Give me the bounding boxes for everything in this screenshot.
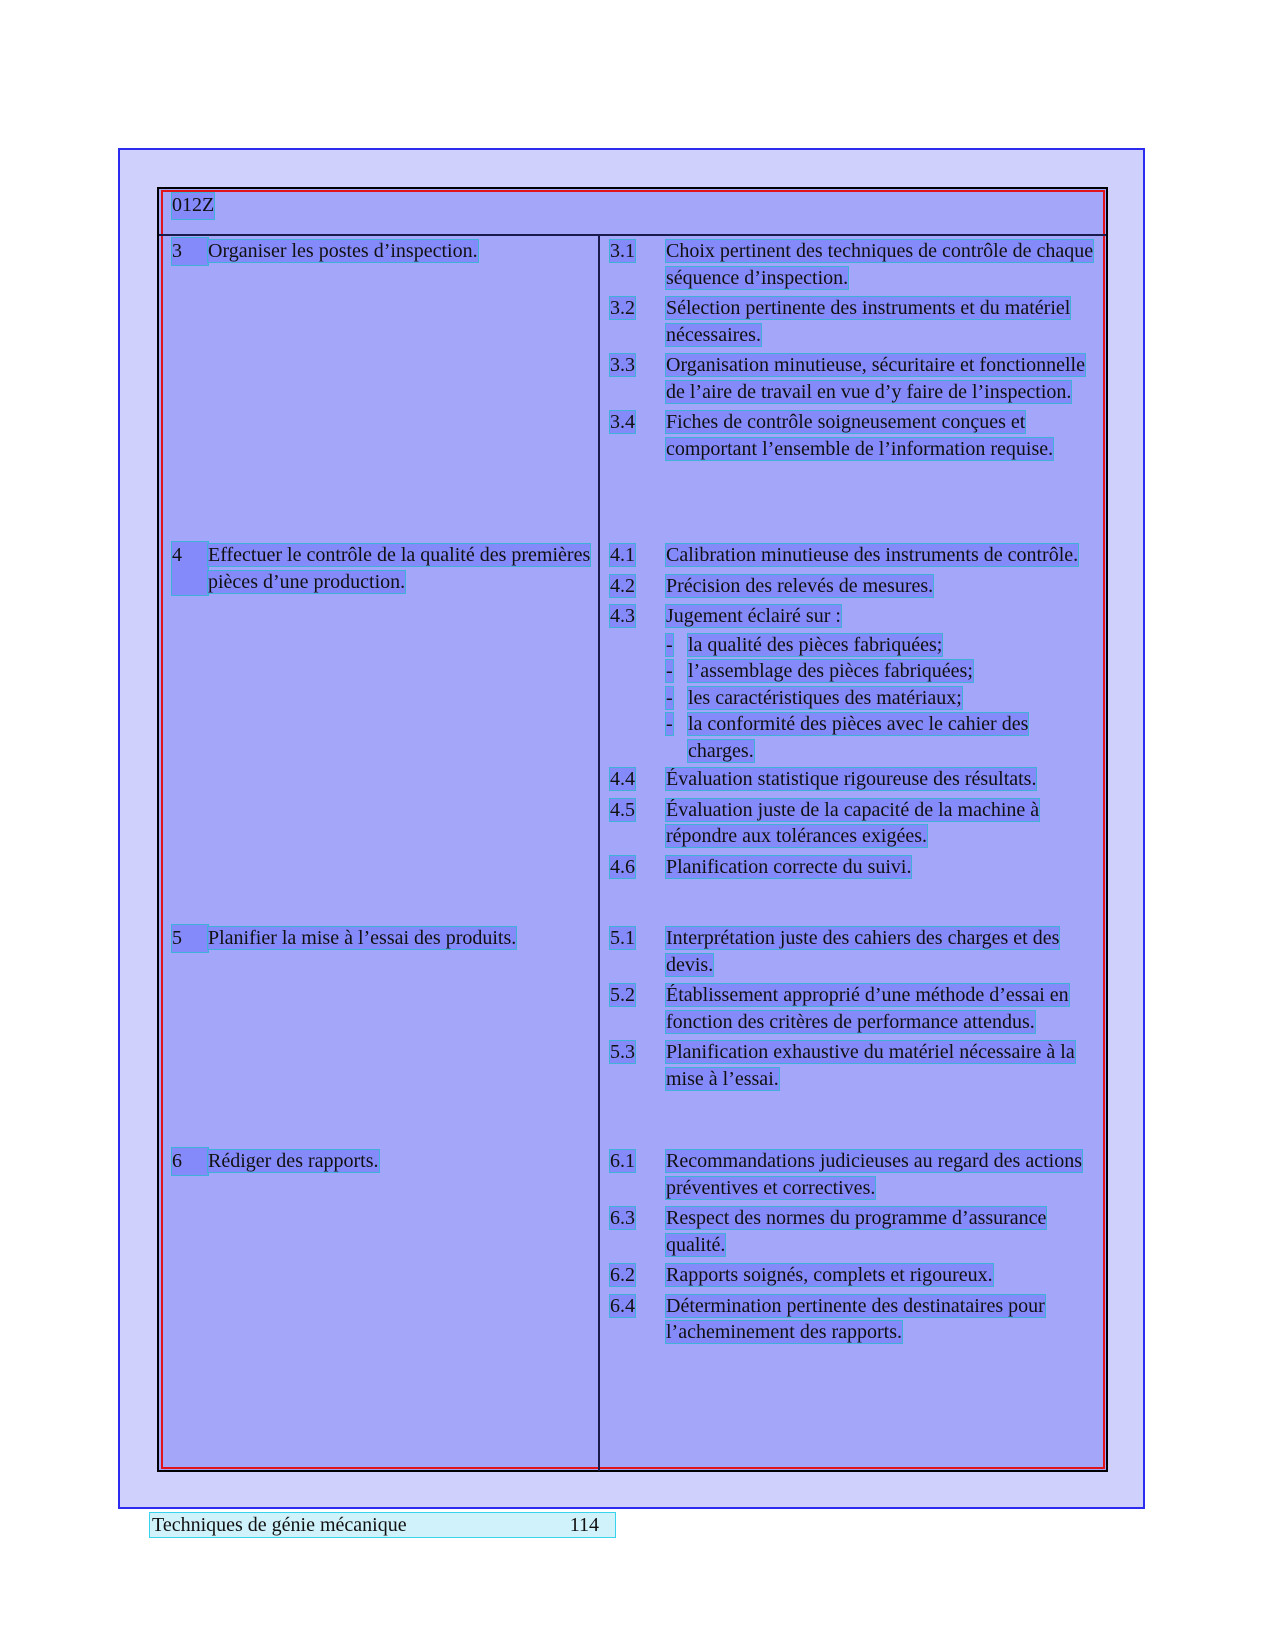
element-number: 5	[172, 925, 208, 952]
element-5	[172, 925, 596, 952]
sublist-item	[666, 685, 1095, 712]
criterion-text: Calibration minutieuse des instruments de contrôle.	[666, 544, 1079, 566]
criterion-number: 4.4	[610, 768, 635, 790]
footer-title: Techniques de génie mécanique	[152, 1514, 407, 1536]
criterion-number: 4.6	[610, 855, 635, 878]
element-3	[172, 238, 596, 265]
criterion-5-1	[610, 925, 1095, 978]
criterion-number: 4.2	[610, 574, 635, 597]
sublist-item-text: les caractéristiques des matériaux;	[688, 686, 962, 709]
page-footer	[150, 1513, 615, 1537]
criterion-text: Évaluation statistique rigoureuse des résultats.	[666, 768, 1037, 790]
criterion-number: 4.3	[610, 605, 635, 627]
criterion-text: Planification exhaustive du matériel nécessaire à la mise à l’essai.	[666, 1041, 1075, 1090]
criterion-text: Recommandations judicieuses au regard des actions préventives et correctives.	[666, 1150, 1082, 1199]
criterion-text: Respect des normes du programme d’assurance qualité.	[666, 1207, 1047, 1256]
criterion-6-2	[610, 1262, 1095, 1289]
page-number: 114	[569, 1514, 599, 1536]
criterion-text: Choix pertinent des techniques de contrôle de chaque séquence d’inspection.	[666, 240, 1094, 289]
criterion-text: Détermination pertinente des destinataires pour l’acheminement des rapports.	[666, 1294, 1045, 1343]
criterion-6-1	[610, 1148, 1095, 1201]
sublist-item	[666, 658, 1095, 685]
criterion-number: 5.2	[610, 984, 635, 1006]
criterion-number: 4.1	[610, 544, 635, 566]
criterion-text: Interprétation juste des cahiers des charges et des devis.	[666, 927, 1060, 976]
criterion-number: 3.2	[610, 297, 635, 319]
criterion-number: 6.4	[610, 1294, 635, 1317]
sublist-item-text: la qualité des pièces fabriquées;	[688, 633, 943, 656]
criterion-6-4	[610, 1293, 1095, 1346]
criterion-text: Rapports soignés, complets et rigoureux.	[666, 1264, 993, 1286]
dash-bullet: -	[666, 633, 673, 656]
criterion-6-3	[610, 1205, 1095, 1258]
element-text: Effectuer le contrôle de la qualité des premières pièces d’une production.	[208, 544, 591, 593]
criterion-text: Évaluation juste de la capacité de la machine à répondre aux tolérances exigées.	[666, 798, 1040, 847]
criterion-number: 3.3	[610, 354, 635, 376]
criterion-number: 6.1	[610, 1150, 635, 1172]
dash-bullet: -	[666, 660, 673, 682]
dash-bullet: -	[666, 686, 673, 709]
criterion-text: Précision des relevés de mesures.	[666, 574, 934, 597]
criteria-group-6	[610, 1148, 1095, 1350]
element-number: 4	[172, 542, 208, 595]
criterion-text: Jugement éclairé sur :	[666, 605, 841, 627]
criterion-number: 3.4	[610, 411, 635, 433]
sublist-item-text: l’assemblage des pièces fabriquées;	[688, 660, 973, 682]
criterion-4-2	[610, 573, 1095, 600]
criterion-text: Fiches de contrôle soigneusement conçues et comportant l’ensemble de l’information requise.	[666, 411, 1054, 460]
criterion-4-6	[610, 854, 1095, 881]
criteria-group-5	[610, 925, 1095, 1096]
criterion-number: 5.1	[610, 927, 635, 949]
criterion-3-1	[610, 238, 1095, 291]
criterion-text: Planification correcte du suivi.	[666, 855, 912, 878]
criterion-4-4	[610, 766, 1095, 793]
criterion-number: 5.3	[610, 1041, 635, 1063]
criterion-4-1	[610, 542, 1095, 569]
column-divider	[598, 235, 600, 1471]
element-text: Planifier la mise à l’essai des produits.	[208, 927, 517, 949]
criterion-4-5	[610, 797, 1095, 850]
criterion-5-3	[610, 1039, 1095, 1092]
criterion-4-3-sublist	[666, 632, 1095, 765]
element-text: Organiser les postes d’inspection.	[208, 240, 478, 262]
element-number: 3	[172, 238, 208, 265]
criteria-group-3	[610, 238, 1095, 466]
criterion-number: 6.3	[610, 1207, 635, 1229]
criterion-text: Établissement approprié d’une méthode d’essai en fonction des critères de performance attendus.	[666, 984, 1069, 1033]
criterion-4-3	[610, 603, 1095, 630]
criterion-number: 4.5	[610, 798, 635, 821]
dash-bullet: -	[666, 713, 673, 735]
criteria-group-4	[610, 542, 1095, 884]
criterion-number: 3.1	[610, 240, 635, 262]
criterion-text: Organisation minutieuse, sécuritaire et fonctionnelle de l’aire de travail en vue d’y faire de l’inspection.	[666, 354, 1085, 403]
sublist-item-text: la conformité des pièces avec le cahier des charges.	[688, 713, 1029, 762]
element-6	[172, 1148, 596, 1175]
criterion-3-2	[610, 295, 1095, 348]
criterion-text: Sélection pertinente des instruments et du matériel nécessaires.	[666, 297, 1071, 346]
sublist-item	[666, 632, 1095, 659]
criterion-number: 6.2	[610, 1264, 635, 1286]
criterion-5-2	[610, 982, 1095, 1035]
element-text: Rédiger des rapports.	[208, 1150, 379, 1172]
header-divider	[159, 234, 1106, 236]
element-number: 6	[172, 1148, 208, 1175]
sublist-item	[666, 711, 1095, 764]
element-4	[172, 542, 596, 595]
criterion-3-3	[610, 352, 1095, 405]
criterion-3-4	[610, 409, 1095, 462]
competency-code: 012Z	[172, 193, 214, 219]
